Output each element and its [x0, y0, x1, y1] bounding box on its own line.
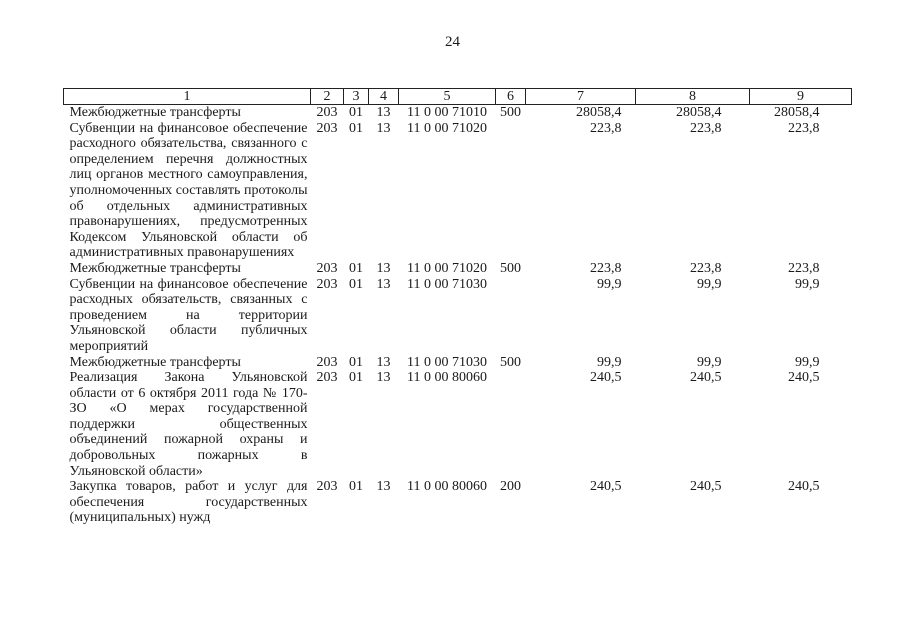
row-amount-8: 223,8 [690, 260, 722, 276]
row-code-3: 01 [349, 370, 363, 386]
header-col-1: 1 [64, 89, 311, 105]
table-row [64, 355, 852, 371]
row-amount-8: 99,9 [697, 276, 722, 292]
row-code-6: 500 [500, 260, 521, 276]
row-amount-9: 240,5 [788, 479, 820, 495]
row-code-6: 500 [500, 105, 521, 120]
header-col-3: 3 [344, 89, 369, 105]
row-amount-8: 240,5 [690, 370, 722, 386]
row-amount-7: 28058,4 [576, 105, 622, 120]
row-code-4: 13 [376, 479, 391, 495]
table-row [64, 121, 852, 261]
row-code-4: 13 [376, 276, 391, 292]
header-col-9: 9 [750, 89, 852, 105]
row-code-5: 11 0 00 71030 [407, 354, 487, 370]
row-description: Закупка товаров, работ и услуг для обеспечения государственных (муниципальных) нужд [69, 479, 308, 526]
table-row [64, 370, 852, 479]
row-code-6 [496, 370, 526, 479]
row-code-6 [496, 121, 526, 261]
row-amount-8: 99,9 [697, 354, 722, 370]
row-amount-9: 99,9 [795, 354, 820, 370]
row-amount-8: 240,5 [690, 479, 722, 495]
table-row [64, 261, 852, 277]
row-description: Межбюджетные трансферты [69, 105, 241, 120]
row-code-3: 01 [349, 354, 363, 370]
row-code-4: 13 [376, 260, 391, 276]
row-code-6 [496, 277, 526, 355]
row-code-3: 01 [349, 479, 363, 495]
row-code-2: 203 [316, 479, 338, 495]
row-code-5: 11 0 00 80060 [407, 479, 487, 495]
row-code-2: 203 [316, 120, 338, 136]
header-row [64, 89, 852, 105]
table-row [64, 105, 852, 121]
row-code-5: 11 0 00 71020 [407, 120, 487, 136]
header-col-7: 7 [526, 89, 636, 105]
row-amount-7: 240,5 [590, 479, 622, 495]
header-col-8: 8 [636, 89, 750, 105]
header-col-6: 6 [496, 89, 526, 105]
header-col-5: 5 [399, 89, 496, 105]
row-code-5: 11 0 00 71030 [407, 276, 487, 292]
table-row [64, 277, 852, 355]
row-code-5: 11 0 00 71010 [407, 105, 487, 120]
row-code-2: 203 [316, 260, 338, 276]
row-amount-8: 223,8 [690, 120, 722, 136]
row-code-3: 01 [349, 276, 363, 292]
row-amount-7: 99,9 [597, 354, 622, 370]
row-amount-9: 240,5 [788, 370, 820, 386]
row-code-5: 11 0 00 71020 [407, 260, 487, 276]
row-code-6: 500 [500, 354, 521, 370]
row-amount-7: 223,8 [590, 260, 622, 276]
row-code-3: 01 [349, 120, 363, 136]
row-description: Межбюджетные трансферты [69, 354, 241, 370]
row-code-2: 203 [316, 370, 338, 386]
row-code-4: 13 [376, 370, 391, 386]
row-code-2: 203 [316, 105, 338, 120]
table-body [64, 105, 852, 527]
row-description: Субвенции на финансовое обеспечение расходного обязательства, связанного с определением перечня должностных лиц органов местного самоуправления, уполномоченных составлять протоколы об отдельных административных правонарушениях, предусмотренных Кодексом Ульяновской области об административных правонарушениях [69, 120, 308, 261]
row-amount-9: 99,9 [795, 276, 820, 292]
row-code-5: 11 0 00 80060 [407, 370, 487, 386]
row-description: Реализация Закона Ульяновской области от 6 октября 2011 года № 170-ЗО «О мерах государственной поддержки общественных объединений пожарной охраны и добровольных пожарных в Ульяновской области» [69, 370, 308, 479]
page-number: 24 [445, 34, 460, 50]
row-amount-7: 99,9 [597, 276, 622, 292]
row-description: Субвенции на финансовое обеспечение расходных обязательств, связанных с проведением на территории Ульяновской области публичных мероприятий [69, 276, 308, 354]
row-code-3: 01 [349, 260, 363, 276]
row-amount-9: 223,8 [788, 120, 820, 136]
table-header [64, 89, 852, 105]
table-row [64, 479, 852, 526]
row-code-2: 203 [316, 354, 338, 370]
budget-table [63, 88, 852, 526]
row-amount-7: 223,8 [590, 120, 622, 136]
row-code-3: 01 [349, 105, 363, 120]
header-col-4: 4 [369, 89, 399, 105]
row-code-6: 200 [500, 479, 521, 495]
row-amount-8: 28058,4 [676, 105, 722, 120]
row-code-4: 13 [376, 354, 391, 370]
row-amount-9: 223,8 [788, 260, 820, 276]
row-code-4: 13 [376, 105, 391, 120]
row-code-2: 203 [316, 276, 338, 292]
row-amount-7: 240,5 [590, 370, 622, 386]
header-col-2: 2 [311, 89, 344, 105]
row-description: Межбюджетные трансферты [69, 260, 241, 276]
row-amount-9: 28058,4 [774, 105, 820, 120]
row-code-4: 13 [376, 120, 391, 136]
